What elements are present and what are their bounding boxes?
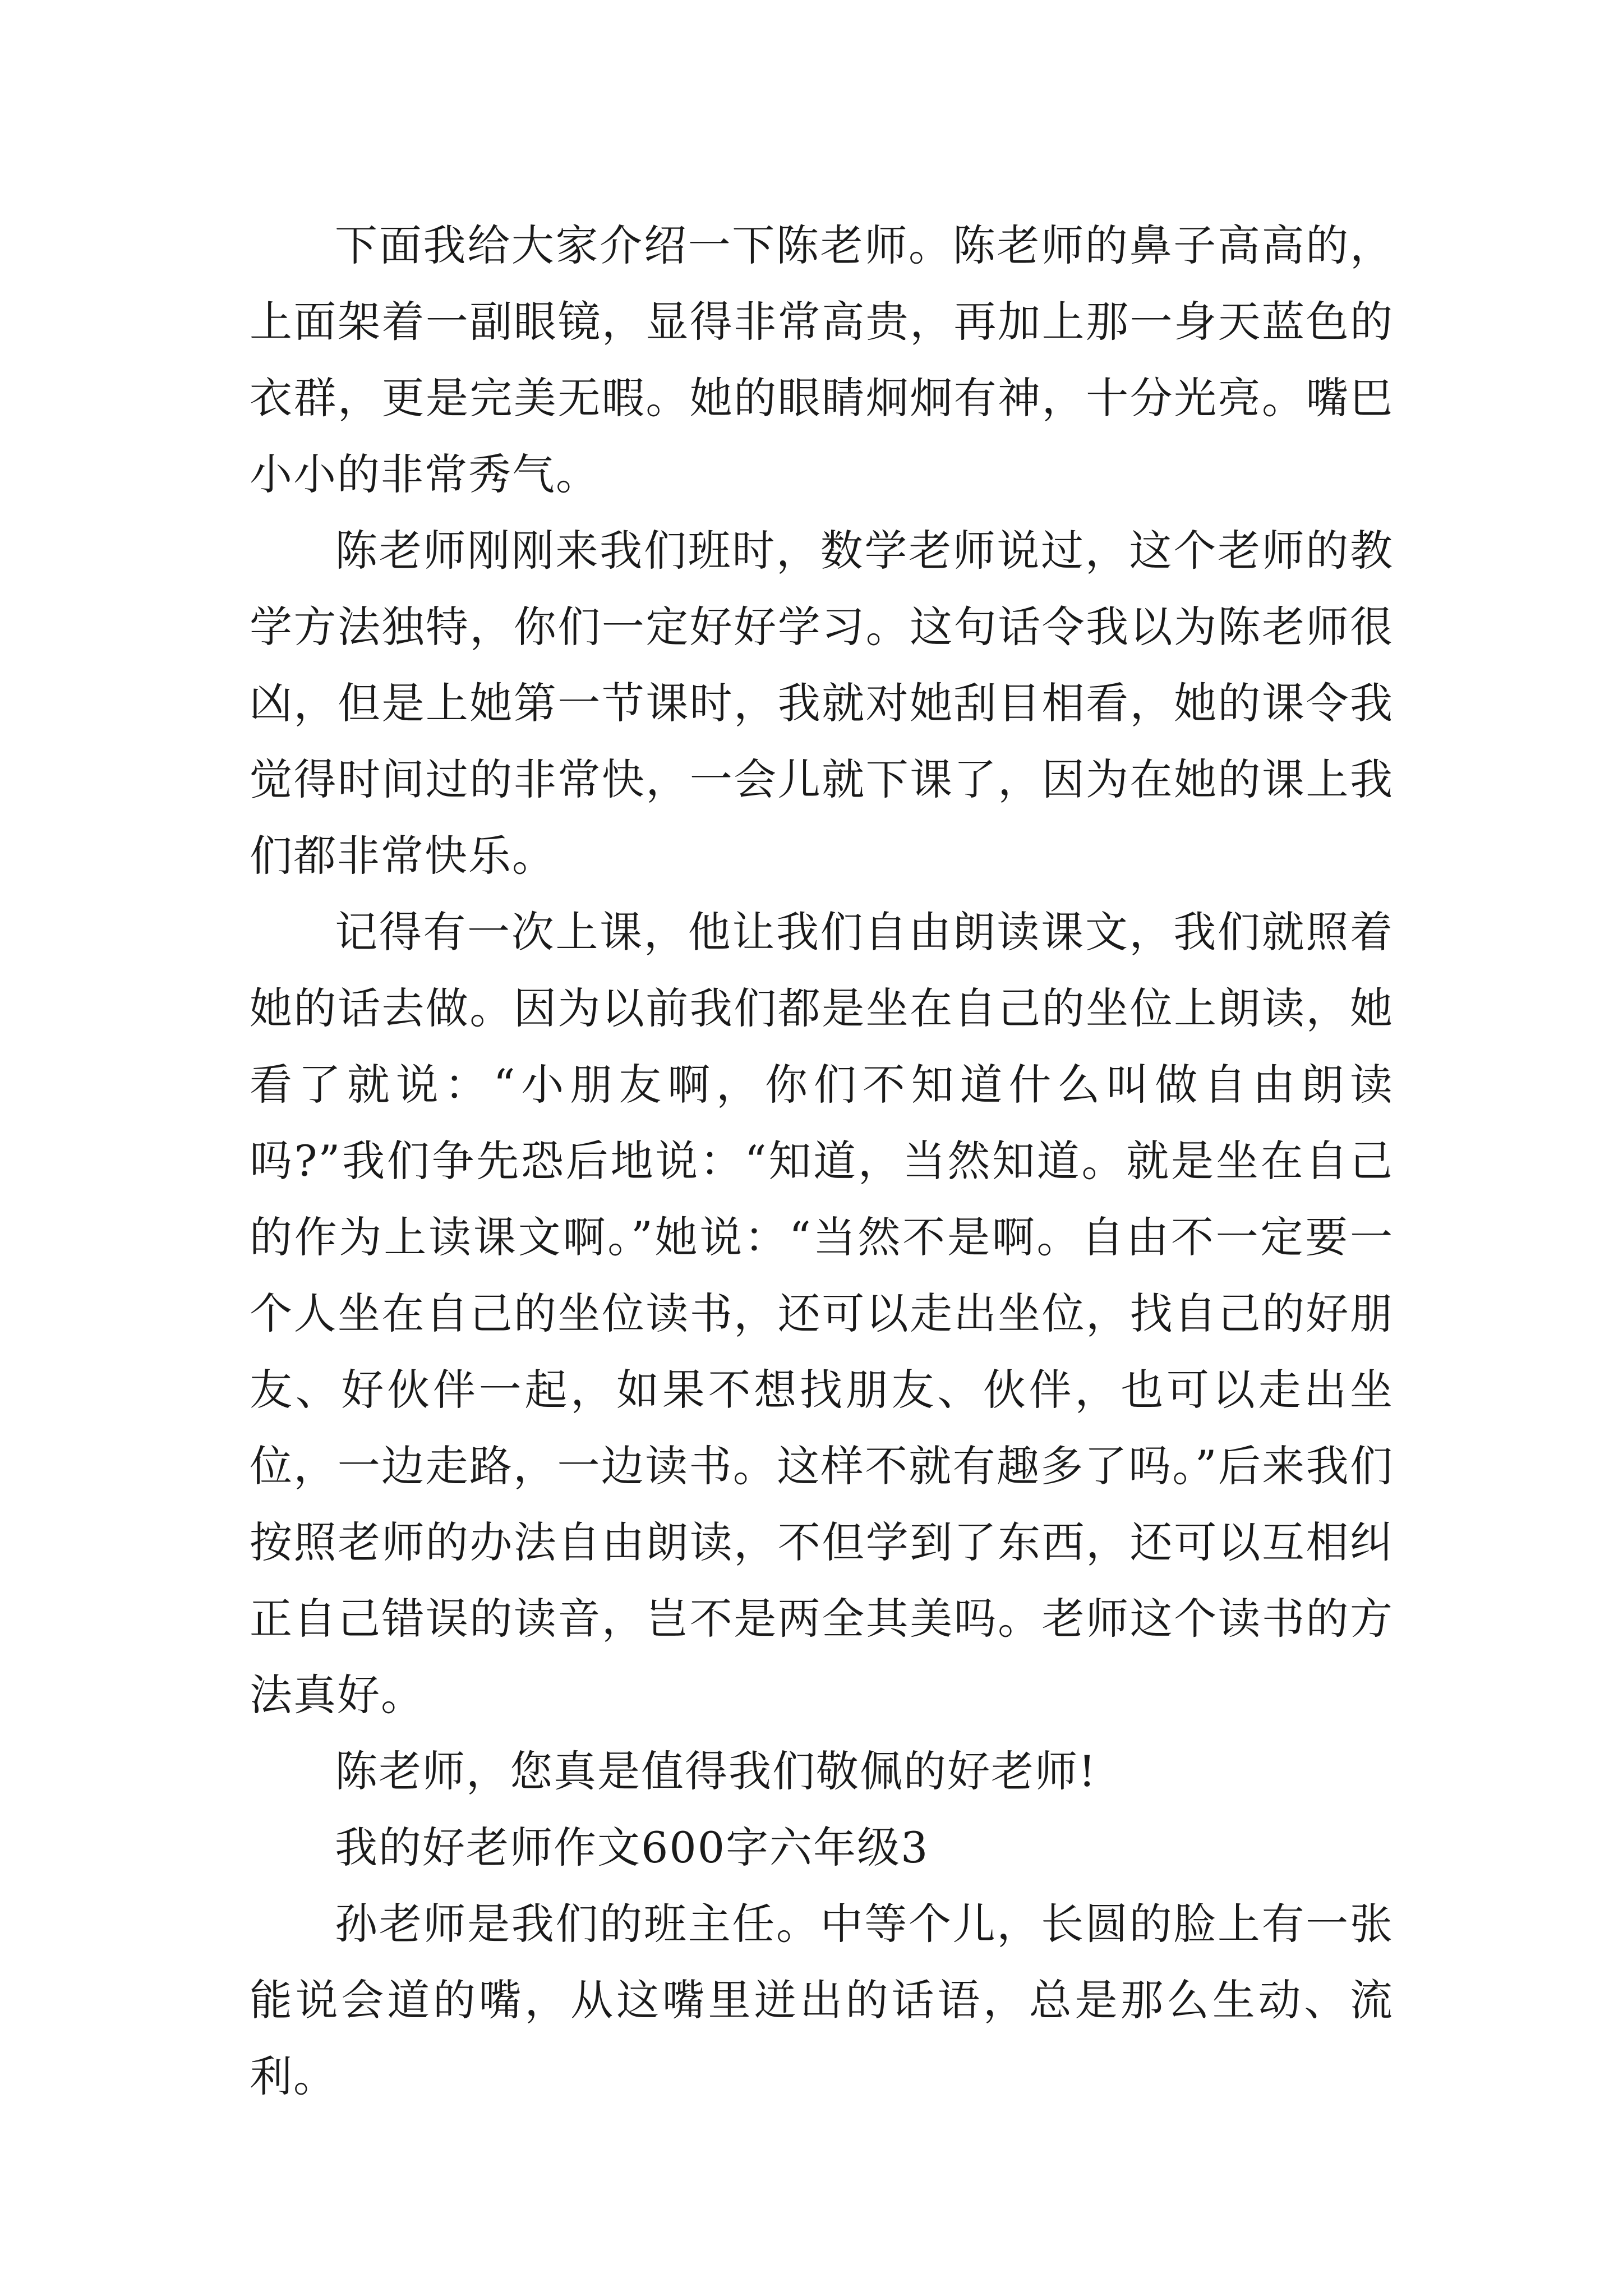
essay-heading: 我的好老师作文600字六年级3 — [335, 1823, 929, 1872]
paragraph-free-reading: 记得有一次上课，他让我们自由朗读课文，我们就照着她的话去做。因为以前我们都是坐在自己的坐位上朗读，她看了就说：“小朋友啊，你们不知道什么叫做自由朗读吗?”我们争先恐后地说：“知道，当然知道。就是坐在自己的作为上读课文啊。”她说：“当然不是啊。自由不一定要一个人坐在自己的坐位读书，还可以走出坐位，找自己的好朋友、好伙伴一起，如果不想找朋友、伙伴，也可以走出坐位，一边走路，一边读书。这样不就有趣多了吗。”后来我们按照老师的办法自由朗读，不但学到了东西，还可以互相纠正自己错误的读音，岂不是两全其美吗。老师这个读书的方法真好。 — [250, 907, 1394, 1720]
paragraph-first-class: 陈老师刚刚来我们班时，数学老师说过，这个老师的教学方法独特，你们一定好好学习。这句话令我以为陈老师很凶，但是上她第一节课时，我就对她刮目相看，她的课令我觉得时间过的非常快，一会儿就下课了，因为在她的课上我们都非常快乐。 — [250, 526, 1394, 881]
document-body — [250, 208, 1394, 2115]
paragraph-sun-teacher: 孙老师是我们的班主任。中等个儿，长圆的脸上有一张能说会道的嘴，从这嘴里迸出的话语，总是那么生动、流利。 — [250, 1899, 1394, 2101]
paragraph-admiration: 陈老师，您真是值得我们敬佩的好老师! — [335, 1746, 1097, 1796]
paragraph-teacher-appearance: 下面我给大家介绍一下陈老师。陈老师的鼻子高高的，上面架着一副眼镜，显得非常高贵，再加上那一身天蓝色的衣群，更是完美无暇。她的眼睛炯炯有神，十分光亮。嘴巴小小的非常秀气。 — [250, 220, 1394, 499]
